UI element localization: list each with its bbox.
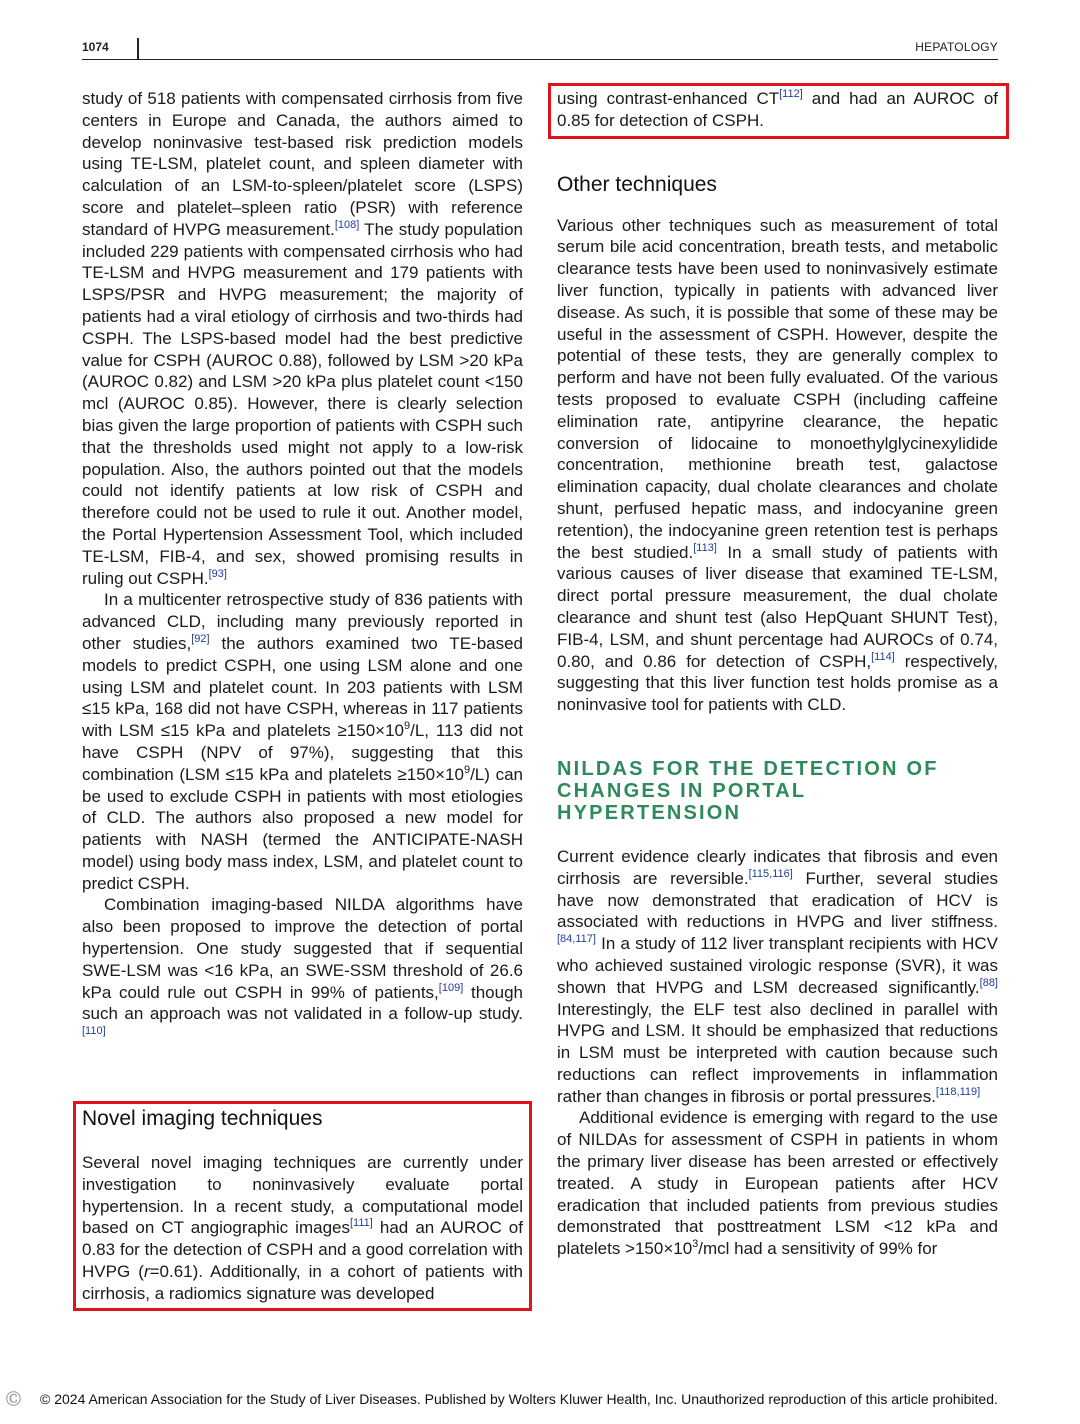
italic-variable: r <box>143 1261 150 1281</box>
text-run: In a small study of patients with various causes of liver disease that examined TE-LSM, direct portal pressure measurement, the dual cholate clearance and shunt test (also HepQuant SHUNT Test), FIB-4, LSM, and shunt percentage had AUROCs of 0.74, 0.80, and 0.86 for detection of CSPH, <box>557 542 998 671</box>
section-heading <box>557 758 998 824</box>
text-run: the authors examined two TE-based models to predict CSPH, one using LSM alone and one using LSM and platelet count. In 203 patients with LSM ≤15 kPa, 168 did not have CSPH, whereas in 117 patients with LSM ≤15 kPa and platelets ≥150×10 <box>82 633 524 741</box>
header-rule <box>82 59 998 60</box>
citation-link[interactable]: [113] <box>693 541 717 554</box>
citation-link[interactable]: [115,116] <box>748 867 793 880</box>
citation-link[interactable]: [108] <box>334 218 360 231</box>
text-run: using contrast-enhanced CT <box>557 89 780 108</box>
citation-link[interactable]: [84,117] <box>557 933 596 946</box>
text-run: Current evidence clearly indicates that fibrosis and even cirrhosis are reversible. <box>557 846 998 888</box>
journal-name: HEPATOLOGY <box>915 40 998 54</box>
paragraph-combination-imaging <box>82 894 523 1047</box>
citation-link[interactable]: [112] <box>779 88 803 100</box>
header-divider <box>137 38 139 60</box>
text-run: and had an AUROC of 0.85 for detection of CSPH. <box>557 89 999 130</box>
text-run: Various other techniques such as measurement of total serum bile acid concentration, breath tests, and metabolic clearance tests have been used to noninvasively estimate liver function, typically in patients with advanced liver disease. As such, it is possible that some of these may be useful in the assessment of CSPH. However, despite the potential of these tests, they are generally complex to perform and have not been fully evaluated. Of the various tests proposed to evaluate CSPH (including caffeine elimination rate, antipyrine clearance, the hepatic conversion of lidocaine to monoethylglycinexylidide concentration, methionine breath test, galactose elimination capacity, dual cholate clearances and cholate shunt, perfused hepatic mass, and indocyanine green retention), the indocyanine green retention test is perhaps the best studied. <box>557 215 998 562</box>
right-column <box>557 88 998 1260</box>
superscript: 9 <box>404 720 411 733</box>
paragraph-multicenter-study <box>82 589 523 894</box>
superscript: 9 <box>463 763 471 776</box>
paragraph-continuation <box>557 88 998 132</box>
section-heading-line: HYPERTENSION <box>557 801 742 824</box>
page-number: 1074 <box>82 40 109 54</box>
text-run: /L, 113 did not have CSPH (NPV of 97%), suggesting that this combination (LSM ≤15 kPa and platelets ≥150×10 <box>82 721 523 784</box>
citation-link[interactable]: [111] <box>349 1217 373 1230</box>
citation-link[interactable]: [109] <box>438 981 464 994</box>
citation-link[interactable]: [93] <box>208 567 227 580</box>
text-run: study of 518 patients with compensated cirrhosis from five centers in Europe and Canada, the authors aimed to develop noninvasive test-based risk prediction models using TE-LSM, platelet count, and spleen diameter with calculation of an LSM-to-spleen/platelet score (LSPS) score and platelet–spleen ratio (PSR) with reference standard of HVPG measurement. <box>82 89 523 239</box>
text-run: =0.61). Additionally, in a cohort of patients with cirrhosis, a radiomics signature was developed <box>82 1261 524 1303</box>
citation-link[interactable]: [110] <box>82 1025 106 1038</box>
text-run: The study population included 229 patients with compensated cirrhosis who had TE-LSM and HVPG measurement and 179 patients with LSPS/PSR and HVPG measurement; the majority of patients had a viral etiology of cirrhosis and two-thirds had CSPH. The LSPS-based model had the best predictive value for CSPH (AUROC 0.88), followed by LSM >20 kPa (AUROC 0.82) and LSM >20 kPa plus platelet count <150 mcl (AUROC 0.85). However, there is clearly selection bias given the large proportion of patients with CSPH such that the thresholds used might not apply to a low-risk population. Also, the authors pointed out that the models could not identify patients at low risk of CSPH and therefore could not be used to rule it out. Another model, the Portal Hypertension Assessment Tool, which included TE-LSM, FIB-4, and sex, showed promising results in ruling out CSPH. <box>82 219 523 588</box>
citation-link[interactable]: [88] <box>979 976 998 989</box>
text-run: had an AUROC of 0.83 for the detection of CSPH and a good correlation with HVPG ( <box>82 1218 523 1281</box>
left-column <box>82 88 523 1047</box>
section-heading-line: CHANGES IN PORTAL <box>557 779 807 802</box>
text-run: /mcl had a sensitivity of 99% for <box>698 1239 938 1259</box>
watermark-logo-icon: Ⓒ <box>6 1391 22 1408</box>
paragraph-reversibility <box>557 846 998 1108</box>
paragraph-lsps-study <box>82 88 523 589</box>
paragraph-other-techniques <box>557 215 998 716</box>
text-run: Several novel imaging techniques are currently under investigation to noninvasively evaluate portal hypertension. In a recent study, a computational model based on CT angiographic images <box>82 1153 523 1238</box>
citation-link[interactable]: [114] <box>871 650 895 663</box>
copyright-footer: © 2024 American Association for the Study of Liver Diseases. Published by Wolters Kluwer Health, Inc. Unauthorized reproduction of this article prohibited. <box>40 1391 998 1407</box>
text-run: In a multicenter retrospective study of 836 patients with advanced CLD, including many previously reported in other studies, <box>82 590 523 653</box>
text-run: Interestingly, the ELF test also declined in parallel with HVPG and LSM. It should be emphasized that reductions in LSM must be interpreted with caution because such reductions can reflect improvements in inflammation rather than changes in fibrosis or portal pressures. <box>557 999 998 1106</box>
subheading-other-techniques: Other techniques <box>557 172 717 196</box>
text-run: /L) can be used to exclude CSPH in patients with most etiologies of CLD. The authors also proposed a new model for patients with NASH (termed the ANTICIPATE-NASH model) using body mass index, LSM, and platelet count to predict CSPH. <box>82 764 523 893</box>
text-run: Further, several studies have now demonstrated that eradication of HCV is associated with reductions in HVPG and liver stiffness. <box>557 868 998 932</box>
subheading-novel-imaging: Novel imaging techniques <box>82 1107 323 1130</box>
text-run: Combination imaging-based NILDA algorithms have also been proposed to improve the detection of portal hypertension. One study suggested that if sequential SWE-LSM was <16 kPa, an SWE-SSM threshold of 26.6 kPa could rule out CSPH in 99% of patients, <box>82 895 523 1002</box>
text-run: In a study of 112 liver transplant recipients with HCV who achieved sustained virologic response (SVR), it was shown that HVPG and LSM decreased significantly. <box>557 934 998 997</box>
section-heading-line: NILDAS FOR THE DETECTION OF <box>557 757 939 780</box>
text-run: though such an approach was not validated in a follow-up study. <box>82 982 523 1024</box>
novel-imaging-section <box>82 1106 523 1305</box>
text-run: respectively, suggesting that this liver function test holds promise as a noninvasive tool for patients with CLD. <box>557 651 998 715</box>
paragraph-additional-evidence <box>557 1107 998 1260</box>
citation-link[interactable]: [118,119] <box>935 1085 981 1098</box>
superscript: 3 <box>692 1238 699 1251</box>
paragraph-novel-imaging <box>82 1152 523 1305</box>
citation-link[interactable]: [92] <box>191 632 210 645</box>
text-run: Additional evidence is emerging with regard to the use of NILDAs for assessment of CSPH in patients in whom the primary liver disease has been arrested or effectively treated. A study in European patients after HCV eradication that included patients from previous studies demonstrated that posttreatment LSM <12 kPa and platelets >150×10 <box>557 1108 998 1259</box>
